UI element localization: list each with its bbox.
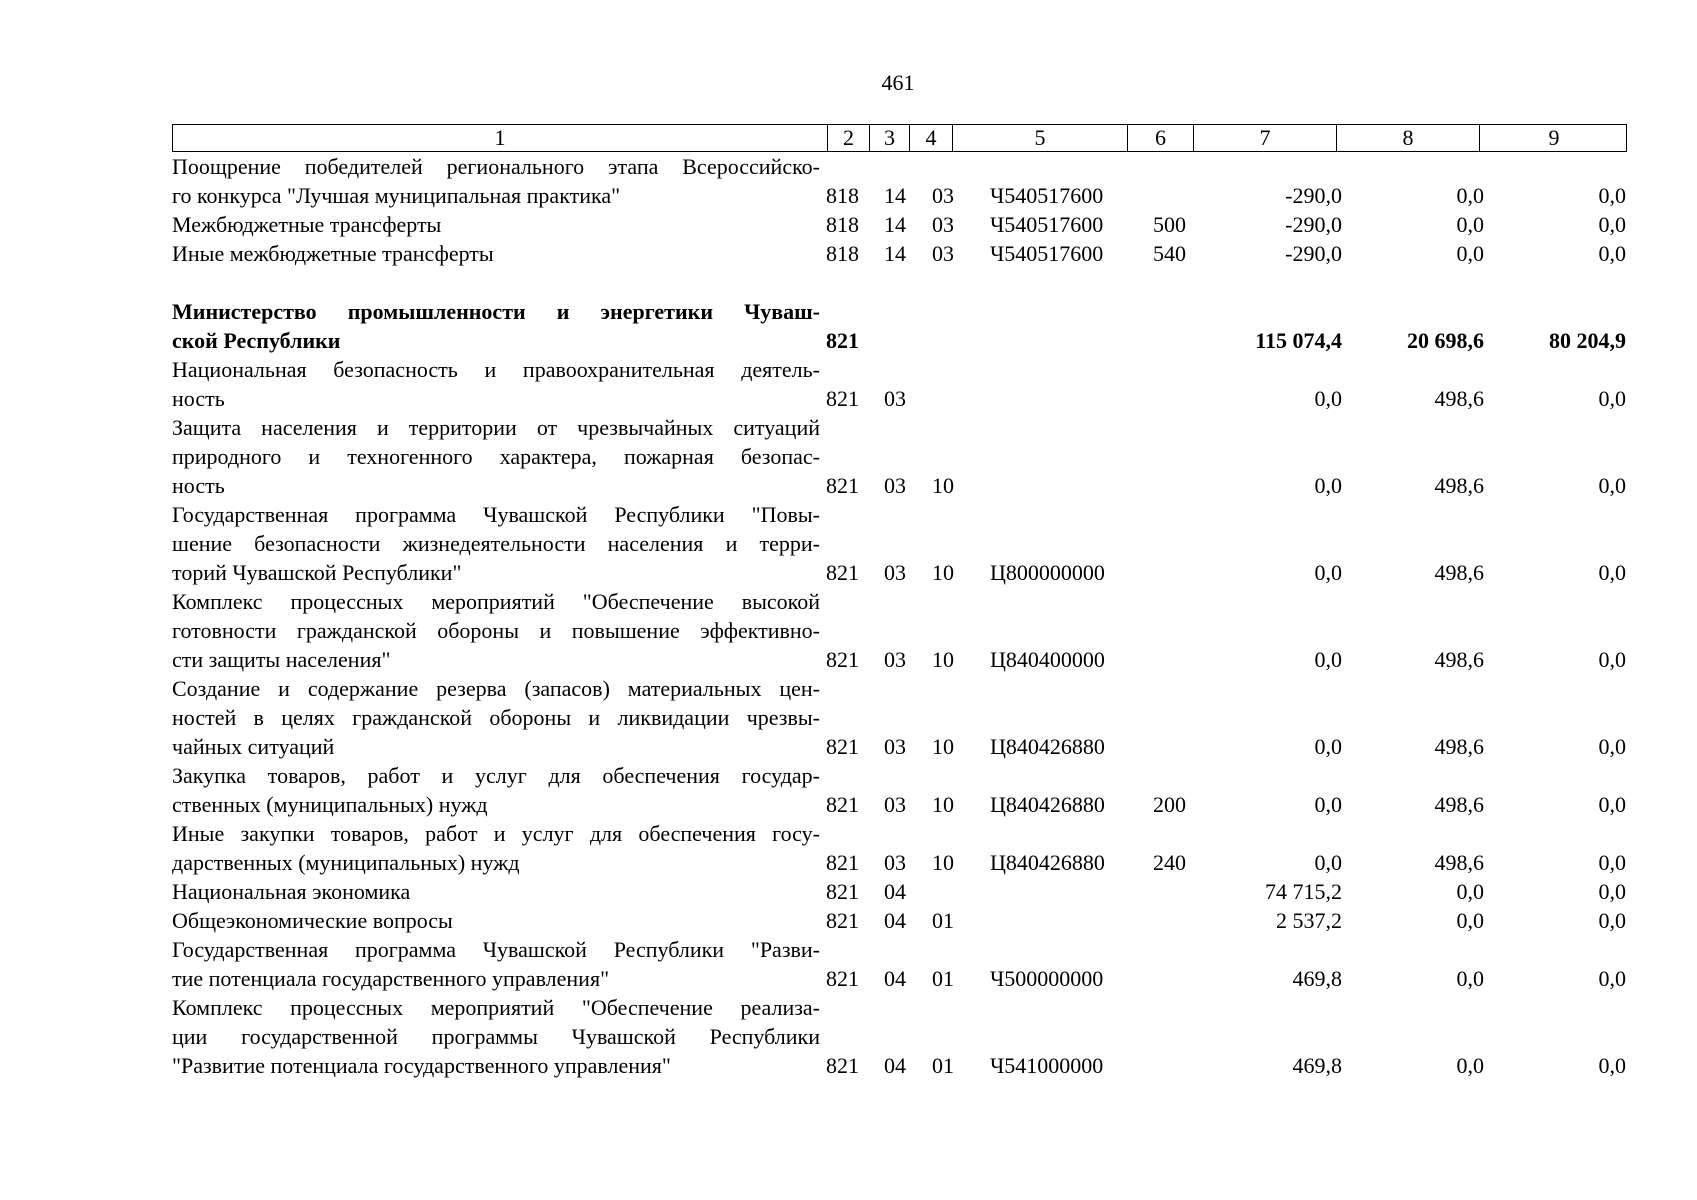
row-cell-c3: 03: [884, 386, 906, 411]
page-number: 461: [881, 70, 915, 95]
header-cell-9: 9: [1479, 125, 1628, 151]
row-cell-c8: 0,0: [1456, 966, 1484, 991]
row-label-line: Комплекс процессных мероприятий "Обеспечение высокой: [172, 589, 820, 614]
row-cell-c8: 498,6: [1434, 560, 1484, 585]
row-cell-c2: 818: [826, 183, 859, 208]
row-cell-c9: 0,0: [1598, 734, 1626, 759]
row-cell-c9: 0,0: [1598, 647, 1626, 672]
row-cell-c7: 2 537,2: [1276, 908, 1342, 933]
row-cell-c7: 0,0: [1314, 647, 1342, 672]
header-cell-5: 5: [952, 125, 1127, 151]
header-cell-4: 4: [909, 125, 952, 151]
row-cell-c8: 0,0: [1456, 241, 1484, 266]
row-label-line: природного и техногенного характера, пожарная безопас-: [172, 444, 820, 469]
row-cell-c8: 0,0: [1456, 183, 1484, 208]
row-cell-c3: 04: [884, 879, 906, 904]
row-label: [172, 935, 820, 993]
row-cell-c9: 0,0: [1598, 879, 1626, 904]
table-row: [0, 355, 1697, 413]
row-cell-c4: 03: [932, 241, 954, 266]
row-cell-c2: 821: [826, 647, 859, 672]
table-row: [0, 500, 1697, 587]
row-cell-c2: 821: [826, 734, 859, 759]
row-label-line: Общеэкономические вопросы: [172, 908, 453, 933]
row-label: [172, 210, 820, 239]
row-label-line: ность: [172, 386, 225, 411]
row-cell-c9: 0,0: [1598, 473, 1626, 498]
row-cell-c9: 0,0: [1598, 560, 1626, 585]
row-label: [172, 877, 820, 906]
row-label-line: готовности гражданской обороны и повышение эффективно-: [172, 618, 820, 643]
row-label-line: шение безопасности жизнедеятельности населения и терри-: [172, 531, 820, 556]
row-cell-c2: 821: [826, 792, 859, 817]
header-cell-6: 6: [1127, 125, 1193, 151]
row-cell-c4: 10: [932, 560, 954, 585]
row-cell-c8: 498,6: [1434, 386, 1484, 411]
row-label-line: сти защиты населения": [172, 647, 391, 672]
table-spacer: [0, 268, 1697, 297]
row-label-line: Национальная безопасность и правоохранительная деятель-: [172, 357, 820, 382]
row-cell-c8: 0,0: [1456, 212, 1484, 237]
row-label-line: Межбюджетные трансферты: [172, 212, 442, 237]
row-cell-c7: 469,8: [1292, 1053, 1342, 1078]
row-label-line: Государственная программа Чувашской Республики "Повы-: [172, 502, 820, 527]
row-cell-c9: 80 204,9: [1549, 328, 1626, 353]
row-cell-c4: 10: [932, 734, 954, 759]
table-row: [0, 210, 1697, 239]
row-cell-c4: 01: [932, 966, 954, 991]
row-cell-c2: 821: [826, 560, 859, 585]
row-cell-c8: 0,0: [1456, 1053, 1484, 1078]
row-cell-c9: 0,0: [1598, 183, 1626, 208]
row-cell-c4: 01: [932, 908, 954, 933]
row-label-line: ность: [172, 473, 225, 498]
row-cell-c9: 0,0: [1598, 966, 1626, 991]
table-row: [0, 877, 1697, 906]
row-label-line: Защита населения и территории от чрезвычайных ситуаций: [172, 415, 820, 440]
row-cell-c9: 0,0: [1598, 386, 1626, 411]
header-cell-8: 8: [1336, 125, 1479, 151]
row-label: [172, 355, 820, 413]
row-cell-c2: 821: [826, 386, 859, 411]
row-cell-c8: 0,0: [1456, 908, 1484, 933]
row-cell-c5: Ц800000000: [990, 560, 1105, 585]
row-cell-c4: 10: [932, 473, 954, 498]
row-cell-c7: 74 715,2: [1265, 879, 1342, 904]
row-label: [172, 297, 820, 355]
row-label: [172, 152, 820, 210]
table-row: [0, 761, 1697, 819]
row-label-line: тие потенциала государственного управления": [172, 966, 610, 991]
row-cell-c7: -290,0: [1285, 183, 1342, 208]
row-cell-c3: 03: [884, 734, 906, 759]
table-row: [0, 152, 1697, 210]
table-row: [0, 935, 1697, 993]
row-cell-c5: Ч540517600: [990, 241, 1104, 266]
row-cell-c3: 03: [884, 792, 906, 817]
row-cell-c2: 821: [826, 1053, 859, 1078]
row-label: [172, 674, 820, 761]
row-label-line: ностей в целях гражданской обороны и ликвидации чрезвы-: [172, 705, 820, 730]
table-row: [0, 993, 1697, 1080]
row-cell-c5: Ч541000000: [990, 1053, 1104, 1078]
row-label-line: Поощрение победителей регионального этапа Всероссийско-: [172, 154, 820, 179]
row-cell-c8: 498,6: [1434, 647, 1484, 672]
row-cell-c8: 498,6: [1434, 792, 1484, 817]
table-row: [0, 297, 1697, 355]
row-label-line: ции государственной программы Чувашской Республики: [172, 1024, 820, 1049]
row-label: [172, 993, 820, 1080]
row-cell-c9: 0,0: [1598, 850, 1626, 875]
row-cell-c2: 821: [826, 473, 859, 498]
row-cell-c3: 14: [884, 212, 906, 237]
row-cell-c6: 200: [1153, 792, 1186, 817]
row-cell-c7: -290,0: [1285, 241, 1342, 266]
row-cell-c9: 0,0: [1598, 1053, 1626, 1078]
row-cell-c7: 0,0: [1314, 473, 1342, 498]
row-cell-c7: 0,0: [1314, 560, 1342, 585]
row-cell-c2: 821: [826, 879, 859, 904]
row-cell-c7: 0,0: [1314, 734, 1342, 759]
row-label-line: Национальная экономика: [172, 879, 411, 904]
row-label-line: Иные закупки товаров, работ и услуг для обеспечения госу-: [172, 821, 820, 846]
row-cell-c9: 0,0: [1598, 908, 1626, 933]
row-label-line: торий Чувашской Республики": [172, 560, 462, 585]
row-label: [172, 761, 820, 819]
row-cell-c3: 03: [884, 850, 906, 875]
header-cell-3: 3: [869, 125, 909, 151]
table-row: [0, 239, 1697, 268]
row-cell-c3: 03: [884, 473, 906, 498]
row-cell-c3: 04: [884, 908, 906, 933]
row-cell-c3: 04: [884, 1053, 906, 1078]
table-body: [0, 152, 1697, 1080]
table-row: [0, 819, 1697, 877]
row-label: [172, 413, 820, 500]
table-row: [0, 674, 1697, 761]
row-cell-c3: 03: [884, 647, 906, 672]
header-cell-1: 1: [494, 125, 506, 150]
row-label-line: ской Республики: [172, 328, 341, 353]
row-cell-c8: 498,6: [1434, 473, 1484, 498]
row-cell-c4: 03: [932, 183, 954, 208]
row-label-line: "Развитие потенциала государственного управления": [172, 1053, 671, 1078]
row-cell-c9: 0,0: [1598, 241, 1626, 266]
row-label-line: Закупка товаров, работ и услуг для обеспечения государ-: [172, 763, 820, 788]
row-cell-c4: 10: [932, 647, 954, 672]
row-cell-c2: 821: [826, 908, 859, 933]
row-cell-c8: 498,6: [1434, 734, 1484, 759]
row-cell-c8: 20 698,6: [1407, 328, 1484, 353]
row-cell-c9: 0,0: [1598, 792, 1626, 817]
table-row: [0, 906, 1697, 935]
table-row: [0, 587, 1697, 674]
row-cell-c4: 01: [932, 1053, 954, 1078]
row-cell-c4: 03: [932, 212, 954, 237]
row-cell-c2: 821: [826, 966, 859, 991]
row-cell-c7: 469,8: [1292, 966, 1342, 991]
row-cell-c3: 14: [884, 241, 906, 266]
row-cell-c4: 10: [932, 792, 954, 817]
row-cell-c2: 818: [826, 241, 859, 266]
row-label-line: Министерство промышленности и энергетики Чуваш-: [172, 299, 820, 324]
row-label-line: Создание и содержание резерва (запасов) материальных цен-: [172, 676, 820, 701]
row-cell-c3: 03: [884, 560, 906, 585]
row-cell-c4: 10: [932, 850, 954, 875]
row-cell-c8: 498,6: [1434, 850, 1484, 875]
row-label-line: чайных ситуаций: [172, 734, 335, 759]
header-cell-7: 7: [1193, 125, 1336, 151]
row-cell-c7: 0,0: [1314, 850, 1342, 875]
row-cell-c7: 0,0: [1314, 386, 1342, 411]
row-cell-c5: Ч540517600: [990, 183, 1104, 208]
row-cell-c3: 04: [884, 966, 906, 991]
row-cell-c6: 240: [1153, 850, 1186, 875]
row-label: [172, 819, 820, 877]
row-cell-c7: -290,0: [1285, 212, 1342, 237]
row-cell-c8: 0,0: [1456, 879, 1484, 904]
row-cell-c5: Ч500000000: [990, 966, 1104, 991]
row-label-line: Комплекс процессных мероприятий "Обеспечение реализа-: [172, 995, 820, 1020]
row-cell-c5: Ц840426880: [990, 734, 1105, 759]
row-cell-c3: 14: [884, 183, 906, 208]
row-cell-c7: 115 074,4: [1255, 328, 1342, 353]
row-label: [172, 500, 820, 587]
row-cell-c7: 0,0: [1314, 792, 1342, 817]
row-cell-c2: 818: [826, 212, 859, 237]
row-label-line: ственных (муниципальных) нужд: [172, 792, 488, 817]
row-label: [172, 239, 820, 268]
table-row: [0, 413, 1697, 500]
row-cell-c5: Ц840426880: [990, 850, 1105, 875]
row-cell-c6: 540: [1153, 241, 1186, 266]
row-cell-c2: 821: [826, 850, 859, 875]
row-label-line: го конкурса "Лучшая муниципальная практика": [172, 183, 621, 208]
table-header: [172, 124, 1627, 152]
row-label: [172, 587, 820, 674]
row-label-line: дарственных (муниципальных) нужд: [172, 850, 520, 875]
row-label: [172, 906, 820, 935]
row-cell-c9: 0,0: [1598, 212, 1626, 237]
row-cell-c5: Ц840426880: [990, 792, 1105, 817]
row-label-line: Иные межбюджетные трансферты: [172, 241, 494, 266]
row-cell-c6: 500: [1153, 212, 1186, 237]
header-cell-2: 2: [827, 125, 869, 151]
row-cell-c5: Ц840400000: [990, 647, 1105, 672]
row-cell-c5: Ч540517600: [990, 212, 1104, 237]
row-label-line: Государственная программа Чувашской Республики "Разви-: [172, 937, 820, 962]
row-cell-c2: 821: [826, 328, 859, 353]
